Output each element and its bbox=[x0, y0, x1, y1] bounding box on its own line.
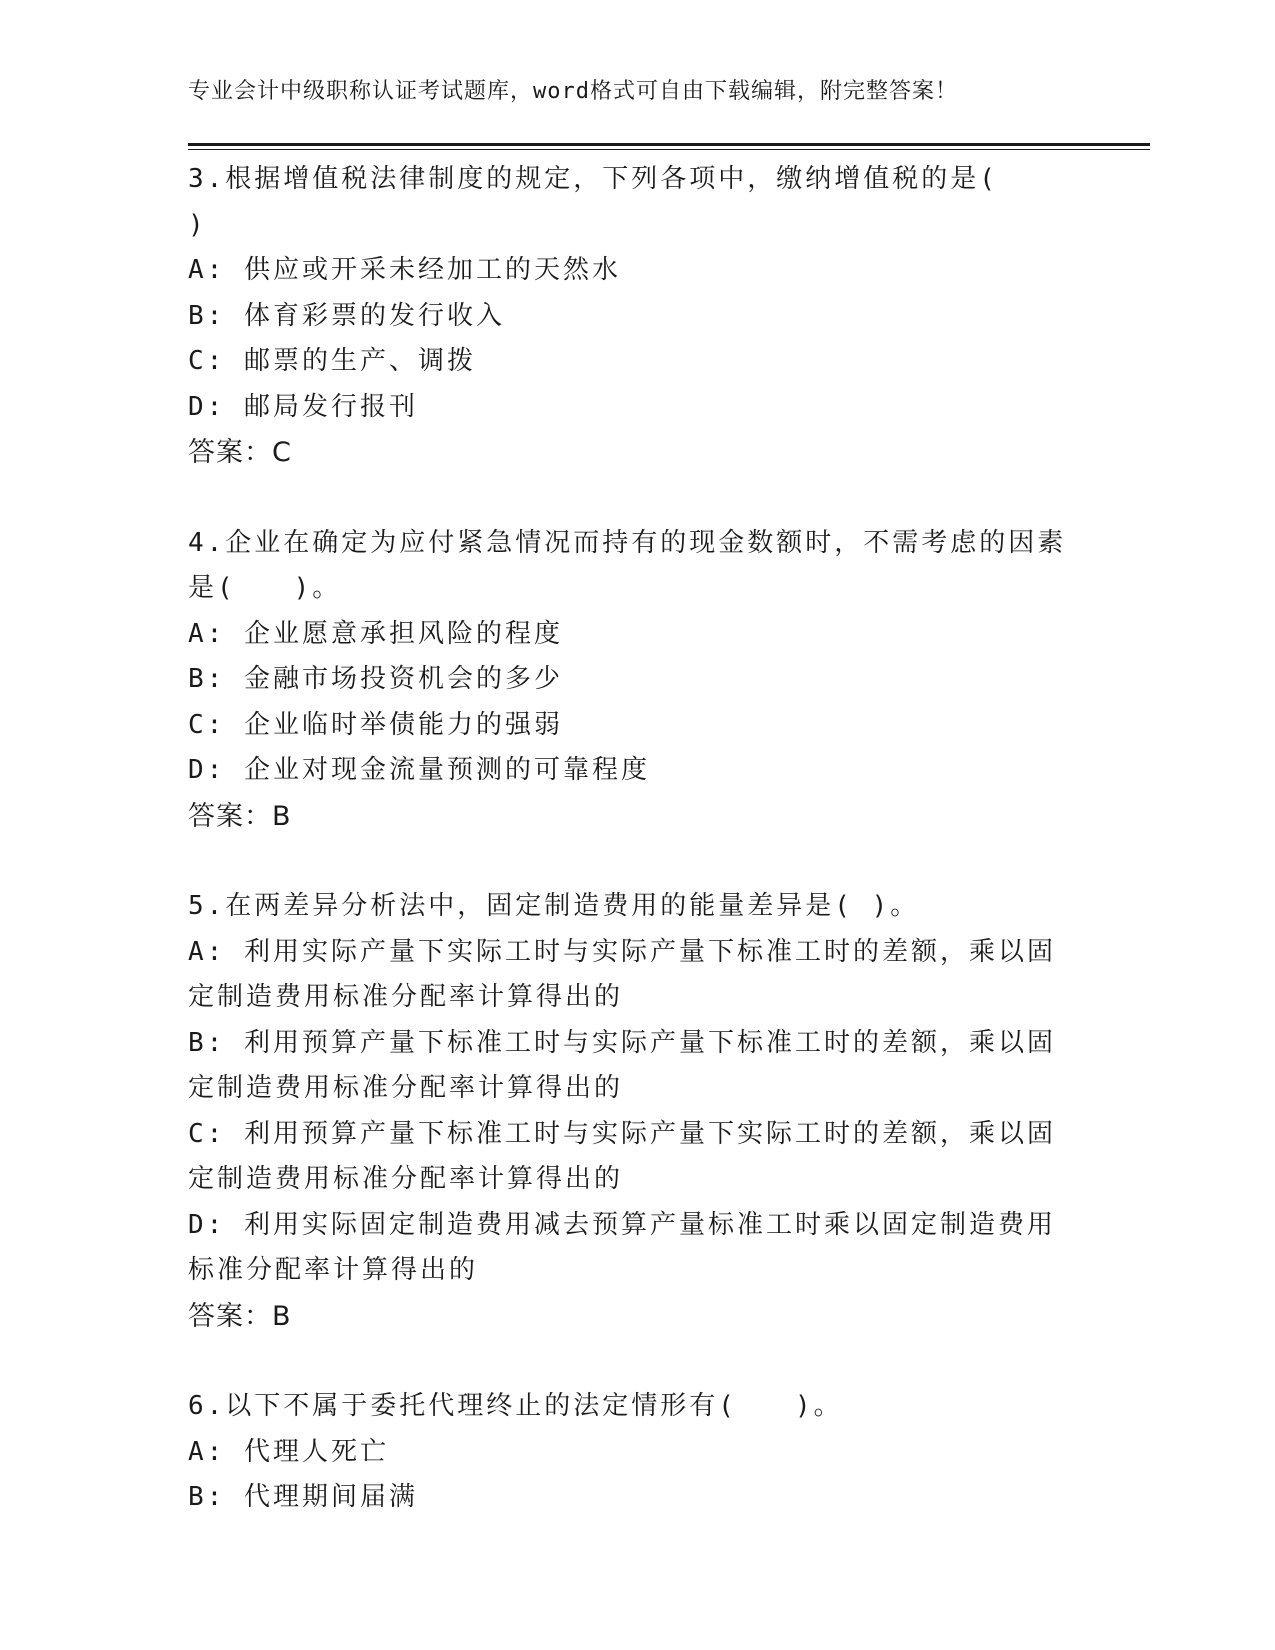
answer: 答案：B bbox=[188, 1300, 292, 1332]
option-d: D: 企业对现金流量预测的可靠程度 bbox=[188, 755, 650, 785]
option-c: C: 利用预算产量下标准工时与实际产量下实际工时的差额，乘以固定制造费用标准分配率计算得出的 bbox=[188, 1118, 1056, 1194]
option-a: A: 企业愿意承担风险的程度 bbox=[188, 618, 563, 649]
option-a: A: 代理人死亡 bbox=[188, 1436, 389, 1467]
question-list bbox=[188, 157, 1068, 1521]
option-d: D: 利用实际固定制造费用减去预算产量标准工时乘以固定制造费用标准分配率计算得出的 bbox=[188, 1209, 1056, 1285]
question-stem: 3.根据增值税法律制度的规定，下列各项中，缴纳增值税的是( ) bbox=[188, 164, 1056, 240]
page-header: 专业会计中级职称认证考试题库，word格式可自由下载编辑，附完整答案！ bbox=[188, 79, 958, 104]
answer: 答案：C bbox=[188, 437, 292, 468]
option-a: A: 供应或开采未经加工的天然水 bbox=[188, 255, 621, 285]
answer: 答案：B bbox=[188, 800, 292, 832]
question-stem: 4.企业在确定为应付紧急情况而持有的现金数额时，不需考虑的因素是( )。 bbox=[188, 527, 1067, 603]
option-d: D: 邮局发行报刊 bbox=[188, 391, 418, 422]
question-stem: 6.以下不属于委托代理终止的法定情形有( )。 bbox=[188, 1391, 843, 1421]
option-c: C: 企业临时举债能力的强弱 bbox=[188, 709, 563, 740]
header-rule-thin bbox=[188, 149, 1150, 150]
option-a: A: 利用实际产量下实际工时与实际产量下标准工时的差额，乘以固定制造费用标准分配率计算得出的 bbox=[188, 936, 1056, 1012]
question-6 bbox=[188, 1384, 1068, 1521]
header-rule-thick bbox=[188, 143, 1150, 146]
option-b: B: 代理期间届满 bbox=[188, 1482, 418, 1512]
question-3 bbox=[188, 157, 1068, 476]
option-c: C: 邮票的生产、调拨 bbox=[188, 346, 476, 376]
option-b: B: 体育彩票的发行收入 bbox=[188, 300, 505, 331]
question-stem: 5.在两差异分析法中，固定制造费用的能量差异是( )。 bbox=[188, 891, 920, 921]
option-b: B: 金融市场投资机会的多少 bbox=[188, 664, 563, 694]
question-5 bbox=[188, 884, 1068, 1339]
option-b: B: 利用预算产量下标准工时与实际产量下标准工时的差额，乘以固定制造费用标准分配率计算得出的 bbox=[188, 1027, 1056, 1103]
question-4 bbox=[188, 521, 1068, 840]
